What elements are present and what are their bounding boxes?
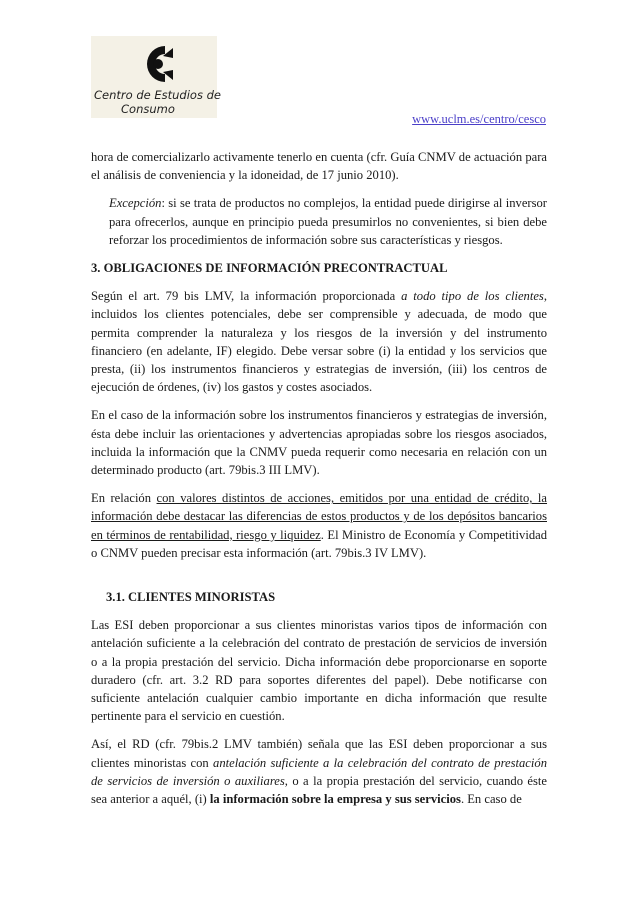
cesco-emblem-icon (139, 42, 175, 86)
logo-line-2: Consumo (121, 102, 175, 116)
text-run: Según el art. 79 bis LMV, la información proporcionada (91, 289, 402, 304)
paragraph-art79bis (91, 287, 547, 396)
subsection-heading-3-1: 3.1. CLIENTES MINORISTAS (106, 590, 276, 605)
paragraph-instruments: En el caso de la información sobre los instrumentos financieros y estrategias de inversión, ésta debe incluir las orientaciones y advertencias apropiadas sobre los riesgos asociados, incluida la información que la CNMV pueda requerir como necesaria en relación con un determinado producto (art. 79bis.3 III LMV). (91, 408, 547, 478)
section-heading-3: 3. OBLIGACIONES DE INFORMACIÓN PRECONTRACTUAL (91, 261, 448, 276)
text-run: En relación (91, 491, 157, 506)
document-body (91, 148, 547, 808)
text-run: . El Ministro de Economía y Competitividad o CNMV pueden precisar esta información (art. 79bis.3 IV LMV). (91, 527, 547, 560)
exception-text: : si se trata de productos no complejos, la entidad puede dirigirse al inversor para ofrecerlos, aunque en principio pueda presumirlos no convenientes, si bien debe reforzar los procedimientos de información sobre sus características y riesgos. (109, 196, 547, 247)
text-run: . En caso de (460, 792, 522, 807)
text-run: , incluidos los clientes potenciales, debe ser comprensible y adecuada, de modo que permita comprender la naturaleza y los riesgos de la inversión y del instrumento financiero (en adelante, IF) elegido. Debe versar sobre (i) la entidad y los servicios que presta, (ii) los instrumentos financieros y estrategias de inversión, (iii) los centros de ejecución de órdenes, (iv) los gastos y costes asociados. (91, 289, 547, 395)
bold-text: la información sobre la empresa y sus servicios (209, 792, 461, 807)
cesco-logo (91, 36, 221, 118)
text-run: , o a la propia prestación del servicio, cuando éste sea anterior a aquél, (i) (91, 773, 547, 807)
website-link[interactable]: www.uclm.es/centro/cesco (412, 112, 546, 126)
text-run: Así, el RD (cfr. 79bis.2 LMV también) señala que las ESI deben proporcionar a sus clientes minoristas con (91, 737, 547, 770)
underlined-text: con valores distintos de acciones, emitidos por una entidad de crédito, la información debe destacar las diferencias de estos productos y de los depósitos bancarios en términos de rentabilidad, riesgo y liquidez (91, 491, 548, 542)
paragraph-retail-clients: Las ESI deben proporcionar a sus clientes minoristas varios tipos de información con antelación suficiente a la celebración del contrato de prestación de servicios de inversión o a la propia prestación del servicio. Dicha información debe proporcionarse en soporte duradero (cfr. art. 3.2 RD para soportes diferentes del papel). Debe notificarse con suficiente antelación cualquier cambio importante en dicha información que resulte pertinente para el servicio en cuestión. (91, 618, 547, 724)
paragraph-continued: hora de comercializarlo activamente tenerlo en cuenta (cfr. Guía CNMV de actuación para el análisis de conveniencia y la idoneidad, de 17 junio 2010). (91, 150, 547, 183)
emphasis-text: antelación suficiente a la celebración del contrato de prestación de servicios de inversión o auxiliares (91, 755, 547, 788)
paragraph-credit-entities (91, 489, 547, 562)
exception-label: Excepción (109, 196, 162, 211)
paragraph-rd (91, 735, 547, 808)
logo-line-1: Centro de Estudios de (94, 88, 221, 102)
exception-paragraph (91, 194, 547, 249)
emphasis-text: a todo tipo de los clientes (401, 289, 544, 304)
